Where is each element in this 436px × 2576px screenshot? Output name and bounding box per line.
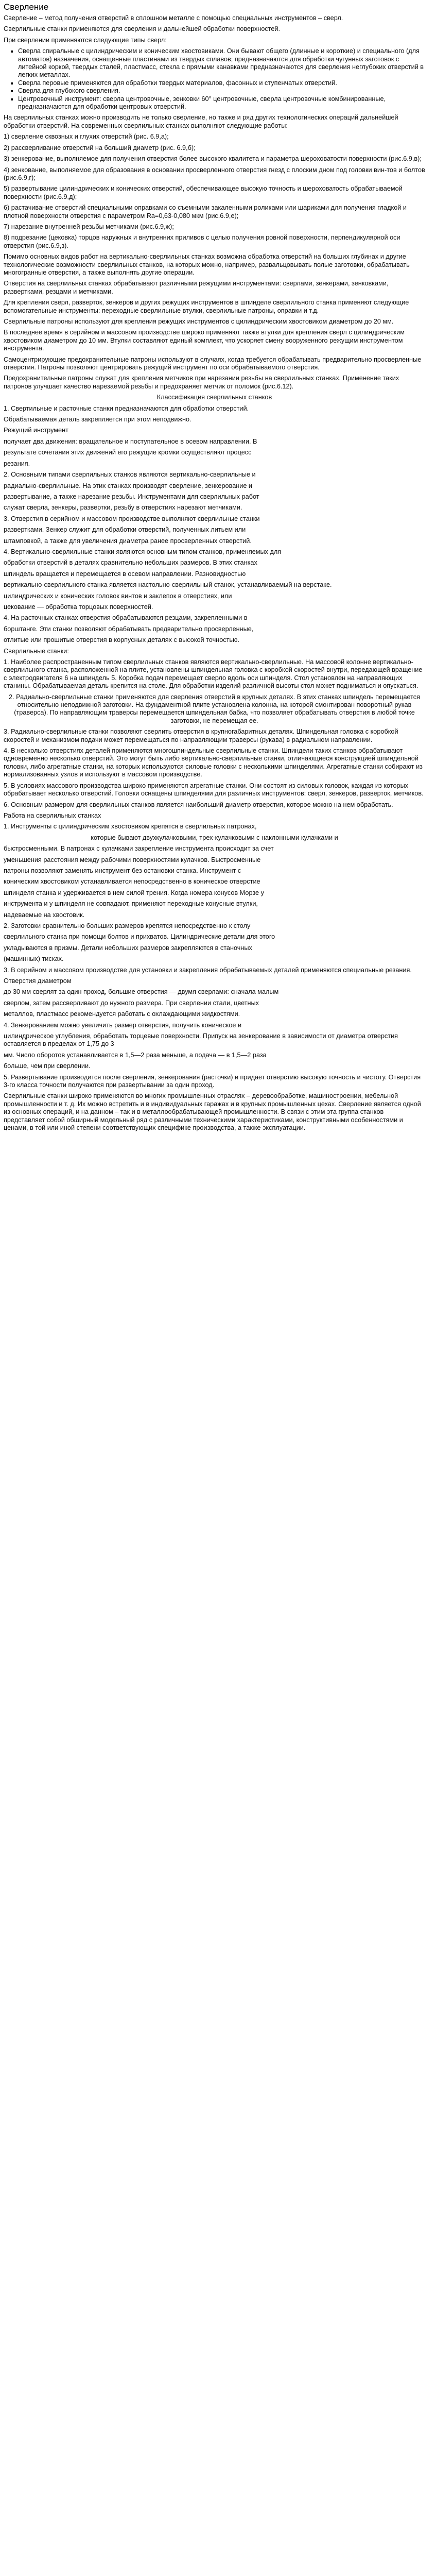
body-paragraph: Сверлильные станки:	[4, 647, 69, 655]
body-paragraph: Режущий инструмент	[4, 427, 68, 434]
body-paragraph: (машинных) тисках.	[4, 955, 64, 963]
body-paragraph: 1) сверление сквозных и глухих отверстий (рис. 6.9,а);	[4, 133, 169, 141]
body-paragraph: до 30 мм сверлят за один проход, большие отверстия — двумя сверлами: сначала малым	[4, 988, 279, 996]
body-paragraph: 2. Заготовки сравнительно больших размеров крепятся непосредственно к столу	[4, 922, 251, 929]
section-heading: 2. Радиально-сверлильные станки применяются для сверления отверстий в крупных деталях. В этих станках шпиндель перемещается относительно неподвижной заготовки. На фундаментной плите установлена колонна, на которой смонтирован поворотный рукав (траверса). По направляющим траверсы перемещается шпиндельная бабка, что позволяет обрабатывать отверстия в любой точке заготовки, не перемещая ее.	[8, 693, 421, 724]
body-paragraph: 2) рассверливание отверстий на больший диаметр (рис. 6.9,б);	[4, 144, 196, 151]
body-paragraph: вертикально-сверлильного станка является настольно-сверлильный станок, устанавливаемый на верстаке.	[4, 581, 332, 589]
body-paragraph: больше, чем при сверлении.	[4, 1062, 91, 1070]
list-item: ▪ Центровочный инструмент: сверла центровочные, зенковки 60° центровочные, сверла центровочные комбинированные, предназначаются для обработки центровых отверстий.	[18, 95, 425, 111]
body-paragraph: 3. Отверстия в серийном и массовом производстве выполняют сверлильные станки	[4, 515, 260, 522]
body-paragraph: развертывание, а также нарезание резьбы. Инструментами для сверлильных работ	[4, 493, 259, 500]
body-paragraph: 8) подрезание (цековка) торцов наружных и внутренних приливов с целью получения ровной поверхности, перпендикулярной оси отверстия (рис.6.9,з).	[4, 234, 400, 249]
body-paragraph: Работа на сверлильных станках	[4, 811, 101, 819]
body-paragraph: Отверстия на сверлильных станках обрабатывают различными режущими инструментами: сверлами, зенкерами, зенковками, развертками, резцами и метчиками.	[4, 280, 389, 295]
body-paragraph: шпиндель вращается и перемещается в осевом направлении. Разновидностью	[4, 570, 246, 578]
body-paragraph: На сверлильных станках можно производить не только сверление, но также и ряд других технологических операций дальнейшей обработки отверстий. На современных сверлильных станках выполняют следующие работы:	[4, 114, 398, 129]
body-paragraph: цилиндрических и конических головок винтов и заклепок в отверстиях, или	[4, 592, 232, 600]
body-paragraph: служат сверла, зенкеры, развертки, резьбу в отверстиях нарезают метчиками.	[4, 504, 242, 512]
body-paragraph: Самоцентрирующие предохранительные патроны используют в случаях, когда требуется обрабатывать предварительно просверленные отверстия. Патроны позволяют центрировать режущий инструмент по оси обрабатываемого отверстия.	[4, 355, 422, 371]
body-paragraph: 6. Основным размером для сверлильных станков является наибольший диаметр отверстия, которое можно на нем обработать.	[4, 801, 393, 808]
body-paragraph: 4) зенкование, выполняемое для образования в основании просверленного отверстия гнезд с плоским дном под головки вин-тов и болтов (рис.6.9,г);	[4, 166, 425, 181]
list-item: ▪ Сверла для глубокого сверления.	[18, 87, 425, 95]
body-paragraph: Сверлильные станки широко применяются во многих промышленных отраслях – деревообработке, машиностроении, мебельной промышленности и т. д. Их можно встретить и в индивидуальных гаражах и в крупных промышленных цехах. Сверление является одной из основных операций, и на данном – так и в металлообрабатывающей промышленности. В связи с этим эта группа станков представляет собой обширный модельный ряд с различными техническими характеристиками, конструктивными особенностями и ценами, в той или иной степени соответствующих специфике производства, а также эксплуатации.	[4, 1092, 421, 1132]
body-paragraph: цилиндрическое углубления, обработать торцевые поверхности. Припуск на зенкерование в зависимости от диаметра отверстия оставляется в пределах от 1,75 до 3	[4, 1032, 398, 1048]
body-paragraph: штамповкой, а также для увеличения диаметра ранее просверленных отверстий.	[4, 537, 252, 545]
body-paragraph: 5) развертывание цилиндрических и конических отверстий, обеспечивающее высокую точность и шероховатость обрабатываемой поверхности (рис.6.9,д);	[4, 185, 403, 200]
body-paragraph: 7) нарезание внутренней резьбы метчиками (рис.6.9,ж);	[4, 223, 174, 230]
body-paragraph: борштанге. Эти станки позволяют обрабатывать предварительно просверленные,	[4, 625, 254, 633]
document-page	[0, 0, 429, 1141]
body-paragraph: 6) растачивание отверстий специальными оправками со съемными закаленными роликами или шариками для получения гладкой и плотной поверхности отверстия с параметром Ra=0,63-0,080 мкм (рис.6.9,е);	[4, 204, 407, 219]
drill-types-list	[4, 47, 425, 111]
body-paragraph: Для крепления сверл, разверток, зенкеров и других режущих инструментов в шпинделе сверлильного станка применяют следующие вспомогательные инструменты: переходные сверлильные втулки, сверлильные патроны, оправки и т.д.	[4, 299, 409, 314]
body-paragraph: быстросменными. В патронах с кулачками закрепление инструмента происходит за счет	[4, 845, 274, 853]
body-paragraph: уменьшения расстояния между рабочими поверхностями кулачков. Быстросменные	[4, 856, 261, 863]
body-paragraph: мм. Число оборотов устанавливается в 1,5—2 раза меньше, а подача — в 1,5—2 раза	[4, 1051, 267, 1059]
body-paragraph: радиально-сверлильные. На этих станках производят сверление, зенкерование и	[4, 482, 253, 489]
body-paragraph: укладываются в призмы. Детали небольших размеров закрепляются в станочных	[4, 944, 252, 952]
body-paragraph: получает два движения: вращательное и поступательное в осевом направлении. В	[4, 437, 257, 445]
body-paragraph: 3) зенкерование, выполняемое для получения отверстия более высокого квалитета и параметра шероховатости поверхности (рис.6.9,в);	[4, 155, 422, 163]
body-paragraph: Сверлильные патроны используют для крепления режущих инструментов с цилиндрическим хвостовиком диаметром до 20 мм.	[4, 318, 394, 325]
body-paragraph: 4. Зенкерованием можно увеличить размер отверстия, получить коническое и	[4, 1021, 242, 1029]
body-paragraph: 5. В условиях массового производства широко применяются агрегатные станки. Они состоят из силовых головок, каждая из которых обрабатывает несколько отверстий. Головки оснащены шпинделями для различных инструментов: сверл, зенкеров, разверток, метчиков.	[4, 782, 424, 798]
page-title: Сверление	[4, 2, 49, 12]
body-paragraph: обработки отверстий в деталях сравнительно небольших размеров. В этих станках	[4, 559, 257, 567]
body-paragraph: сверлильного станка при помощи болтов и прихватов. Цилиндрические детали для этого	[4, 933, 275, 941]
body-paragraph: 4. В несколько отверстиях деталей применяются многошпиндельные сверлильные станки. Шпиндели таких станков обрабатывают одновременно несколько отверстий. Это могут быть либо вертикально-сверлильные станки, отличающиеся конструкцией шпиндельной головки, либо агрегатные станки, на которых используются силовые головки с несколькими шпинделями. Агрегатные станки собирают из нормализованных узлов и используют в массовом производстве.	[4, 747, 423, 778]
body-paragraph: Предохранительные патроны служат для крепления метчиков при нарезании резьбы на сверлильных станках. Применение таких патронов улучшает качество нарезаемой резьбы и предохраняет метчик от поломок (рис.6.12).	[4, 375, 399, 390]
body-paragraph: отлитые или прошитые отверстия в корпусных деталях с высокой точностью.	[4, 636, 240, 644]
body-paragraph: коническим хвостовиком устанавливается непосредственно в коническое отверстие	[4, 878, 260, 886]
body-paragraph: развертками. Зенкер служит для обработки отверстий, полученных литьем или	[4, 526, 246, 534]
section-heading: Классификация сверлильных станков	[156, 394, 272, 401]
body-paragraph: сверлом, затем рассверливают до нужного размера. При сверлении стали, цветных	[4, 999, 259, 1007]
body-paragraph: шпинделя станка и удерживается в нем силой трения. Когда номера конусов Морзе у	[4, 889, 264, 896]
list-item: ▪ Сверла перовые применяются для обработки твердых материалов, фасонных и ступенчатых отверстий.	[18, 79, 425, 87]
body-paragraph: Помимо основных видов работ на вертикально-сверлильных станках возможна обработка отверстий на больших глубинах и другие технологические возможности сверлильных станков, на которых можно, например, развальцовывать полые заготовки, обрабатывать многогранные отверстия, а также выполнять другие операции.	[4, 253, 410, 276]
body-paragraph: 2. Основными типами сверлильных станков являются вертикально-сверлильные и	[4, 471, 256, 479]
body-paragraph: 3. В серийном и массовом производстве для установки и закрепления обрабатываемых деталей применяются специальные резания.	[4, 966, 412, 974]
body-paragraph: цекование — обработка торцовых поверхностей.	[4, 603, 153, 611]
body-paragraph: надеваемые на хвостовик.	[4, 911, 85, 919]
body-paragraph: 1. Свертильные и расточные станки предназначаются для обработки отверстий.	[4, 404, 249, 412]
body-paragraph: патроны позволяют заменять инструмент без остановки станка. Инструмент с	[4, 867, 241, 874]
intro-paragraph: Сверлильные станки применяются для сверления и дальнейшей обработки поверхностей.	[4, 25, 281, 33]
body-paragraph: 3. Радиально-сверлильные станки позволяют сверлить отверстия в крупногабаритных деталях. Шпиндельная головка с коробкой скоростей и механизмом подачи может перемещаться по направляющим траверсы (рукава) в радиальном направлении.	[4, 728, 398, 743]
body-paragraph: 4. На расточных станках отверстия обрабатываются резцами, закрепленными в	[4, 614, 248, 622]
list-item: ▪ Сверла спиральные с цилиндрическим и коническим хвостовиками. Они бывают общего (длинные и короткие) и специального (для автоматов) назначения, оснащенные пластинами из твердых сплавов; предназначаются для обработки чугунных заготовок с литейной коркой, твердых сталей, пластмасс, стекла с прямыми канавками предназначаются для сверления неглубоких отверстий в легких металлах.	[18, 47, 425, 79]
body-paragraph: В последнее время в серийном и массовом производстве широко применяют также втулки для крепления сверл с цилиндрическим хвостовиком диаметром до 10 мм. Втулки составляют единый комплект, что ускоряет смену вооруженного режущим инструментом инструмента.	[4, 329, 405, 352]
body-paragraph: 1. Инструменты с цилиндрическим хвостовиком крепятся в сверлильных патронах,	[4, 823, 257, 831]
intro-paragraph: При сверлении применяются следующие типы сверл:	[4, 36, 167, 44]
body-paragraph: 5. Развертывание производится после сверления, зенкерования (расточки) и придает отверстию высокую точность и чистоту. Отверстия 3-го класса точности получаются при развертывании за один проход.	[4, 1073, 421, 1089]
body-paragraph: 1. Наиболее распространенным типом сверлильных станков являются вертикально-сверлильные. На массовой колонне вертикально-сверлильного станка, расположенной на плите, установлены шпиндельная головка с коробкой скоростей внутри, передающей вращение с электродвигателя 6 на шпиндель 5. Коробка подач перемещает сверло вдоль оси шпинделя. Стол установлен на направляющих станины. Обрабатываемая деталь крепится на столе. Для обработки изделий различной высоты стол может подниматься и опускаться.	[4, 658, 423, 690]
body-paragraph: результате сочетания этих движений его режущие кромки осуществляют процесс	[4, 449, 252, 456]
body-paragraph: металлов, пластмасс рекомендуется работать с охлаждающими жидкостями.	[4, 1010, 240, 1018]
body-paragraph: инструмента и у шпинделя не совпадают, применяют переходные конусные втулки,	[4, 900, 258, 908]
body-text	[4, 114, 425, 1132]
body-paragraph: Отверстия диаметром	[4, 977, 72, 985]
body-paragraph: резания.	[4, 460, 30, 467]
intro-paragraph: Сверление – метод получения отверстий в сплошном металле с помощью специальных инструментов – сверл.	[4, 14, 343, 22]
body-paragraph: 4. Вертикально-сверлильные станки являются основным типом станков, применяемых для	[4, 548, 282, 555]
body-paragraph: Обрабатываемая деталь закрепляется при этом неподвижно.	[4, 416, 191, 423]
section-heading: которые бывают двухкулачковыми, трех-кулачковыми с наклонными кулачками и	[91, 834, 338, 841]
